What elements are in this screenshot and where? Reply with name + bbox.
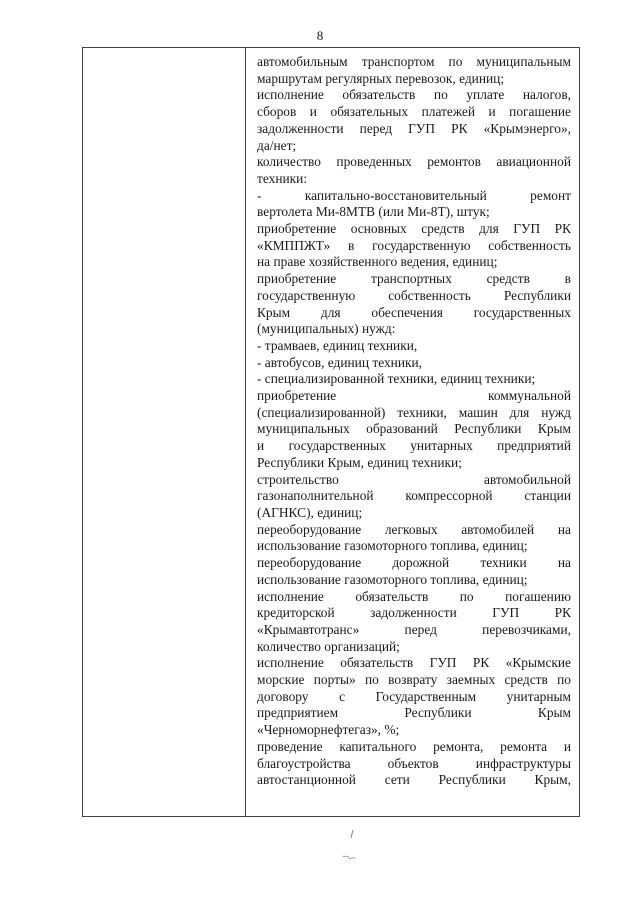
text-line: использование газомоторного топлива, единиц;	[257, 571, 528, 587]
text-line: кредиторской задолженности ГУП РК	[257, 605, 571, 621]
text-line: переоборудование дорожной техники на	[257, 555, 571, 571]
text-line: договору с Государственным унитарным	[257, 688, 571, 704]
text-line: (специализированной) техники, машин для нужд	[257, 404, 571, 420]
text-line: государственную собственность Республики	[257, 287, 571, 303]
text-line: - капитально-восстановительный ремонт	[257, 187, 571, 203]
text-line: (АГНКС), единиц;	[257, 504, 363, 520]
text-line: (муниципальных) нужд:	[257, 321, 396, 337]
text-line: приобретение основных средств для ГУП РК	[257, 221, 571, 237]
text-line: маршрутам регулярных перевозок, единиц;	[257, 70, 505, 86]
text-line: «Крымавтотранс» перед перевозчиками,	[257, 621, 571, 637]
document-table	[82, 47, 580, 817]
text-line: проведение капитального ремонта, ремонта и	[257, 738, 571, 754]
table-right-column	[246, 48, 579, 816]
text-line: приобретение коммунальной	[257, 388, 571, 404]
text-line: газонаполнительной компрессорной станции	[257, 488, 571, 504]
table-left-column	[83, 48, 246, 816]
text-line: предприятием Республики Крым	[257, 705, 571, 721]
page-number: 8	[316, 28, 324, 43]
text-line: муниципальных образований Республики Крым	[257, 421, 571, 437]
text-line: «Черноморнефтегаз», %;	[257, 722, 400, 738]
text-line: исполнение обязательств по уплате налогов,	[257, 87, 571, 103]
text-line: количество проведенных ремонтов авиационной	[257, 154, 571, 170]
text-line: вертолета Ми-8МТВ (или Ми-8Т), штук;	[257, 204, 490, 220]
text-line: на праве хозяйственного ведения, единиц;	[257, 254, 498, 270]
text-line: автомобильным транспортом по муниципальным	[257, 54, 571, 69]
text-line: приобретение транспортных средств в	[257, 271, 571, 287]
text-line: сборов и обязательных платежей и погашение	[257, 104, 571, 120]
text-line: исполнение обязательств по погашению	[257, 588, 571, 604]
text-line: переоборудование легковых автомобилей на	[257, 521, 571, 537]
text-line: «КМППЖТ» в государственную собственность	[257, 237, 571, 253]
text-line: - трамваев, единиц техники,	[257, 337, 418, 353]
text-line: строительство автомобильной	[257, 471, 571, 487]
text-line: да/нет;	[257, 137, 297, 153]
handwritten-mark	[335, 828, 365, 868]
text-line: Крым для обеспечения государственных	[257, 304, 571, 320]
text-line: техники:	[257, 170, 308, 186]
text-line: количество организаций;	[257, 638, 400, 654]
text-line: задолженности перед ГУП РК «Крымэнерго»,	[257, 120, 571, 136]
text-line: морские порты» по возврату заемных средств по	[257, 672, 571, 688]
text-line: использование газомоторного топлива, единиц;	[257, 538, 528, 554]
text-line: и государственных унитарных предприятий	[257, 438, 571, 454]
text-line: благоустройства объектов инфраструктуры	[257, 755, 571, 771]
text-line: - автобусов, единиц техники,	[257, 354, 423, 370]
text-line: Республики Крым, единиц техники;	[257, 454, 462, 470]
text-line: автостанционной сети Республики Крым,	[257, 772, 571, 788]
text-line: - специализированной техники, единиц техники;	[257, 371, 536, 387]
text-line: исполнение обязательств ГУП РК «Крымские	[257, 655, 571, 671]
